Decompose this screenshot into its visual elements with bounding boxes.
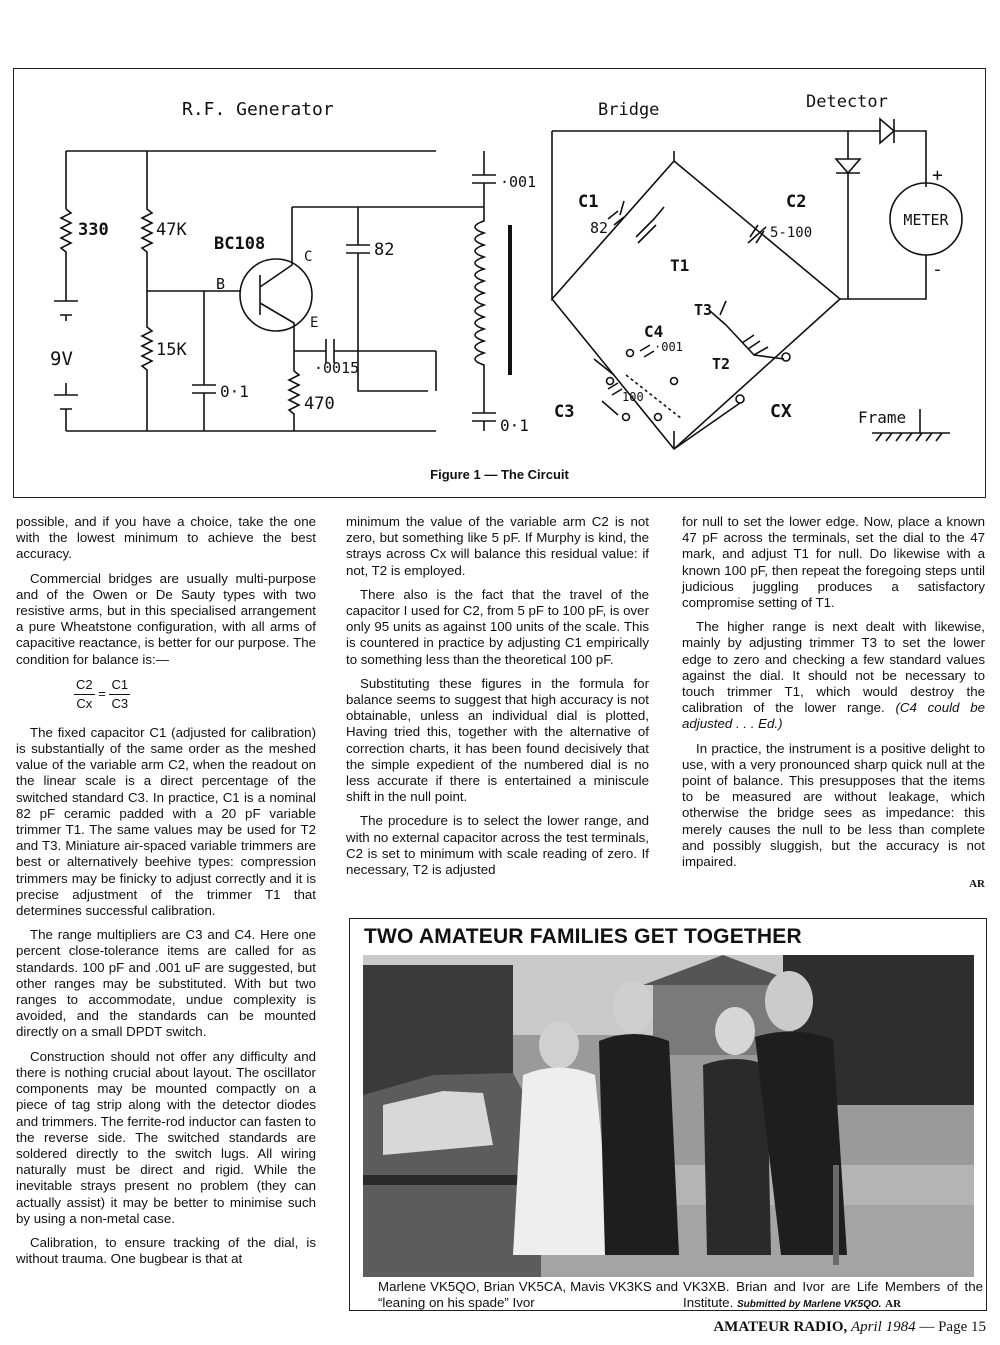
paragraph-text: The higher range is next dealt with likewise, mainly by adjusting trimmer T3 to set the lower edge to zero and checking a few standard values against the dial. It should not be necessary to touch trimmer T1, which would destroy the calibration of the lower range. xyxy=(682,619,985,716)
label-meter-plus: + xyxy=(932,165,943,186)
label-cap-01-b: 0·1 xyxy=(500,416,529,435)
label-cx: CX xyxy=(770,401,792,422)
paragraph: minimum the value of the variable arm C2 is not zero, but something like 5 pF. If Murphy is kind, the strays across Cx will balance this residual value: if not, T2 is employed. xyxy=(346,514,649,578)
label-cap-82: 82 xyxy=(374,240,395,260)
label-frame: Frame xyxy=(858,408,907,427)
label-rf-generator: R.F. Generator xyxy=(182,99,334,120)
label-330: 330 xyxy=(78,220,109,240)
resistor-330 xyxy=(61,209,71,269)
paragraph: Calibration, to ensure tracking of the dial, is without trauma. One bugbear is that at xyxy=(16,1234,316,1267)
switch-contact-4 xyxy=(623,414,630,421)
balance-formula xyxy=(16,676,316,713)
editor-note: (C4 could be adjusted . . . Ed.) xyxy=(682,700,985,732)
label-cap-0015: ·0015 xyxy=(314,359,360,377)
capacitor-01-a xyxy=(192,291,216,431)
group-photo xyxy=(363,955,974,1277)
capacitor-001 xyxy=(472,151,496,207)
caption-text: VK3XB. Brian and Ivor are Life Members of the Institute. xyxy=(683,1279,983,1311)
label-meter-minus: - xyxy=(932,259,943,280)
footer-issue: April 1984 xyxy=(850,1319,916,1335)
bottom-rail xyxy=(66,151,436,431)
trimmer-t3-t2 xyxy=(710,301,784,359)
label-cap-001: ·001 xyxy=(500,173,537,191)
resistor-470 xyxy=(289,351,299,431)
paragraph xyxy=(682,619,985,732)
label-c1-value: 82 xyxy=(590,219,609,237)
photo-credit: Submitted by Marlene VK5QO. xyxy=(736,1299,882,1311)
label-c2-value: 5-100 xyxy=(770,225,813,241)
news-title: TWO AMATEUR FAMILIES GET TOGETHER xyxy=(364,925,802,948)
photo-illustration xyxy=(363,955,974,1277)
formula-den-2: C3 xyxy=(111,695,129,711)
footer-magazine: AMATEUR RADIO, xyxy=(713,1319,848,1335)
label-pin-e: E xyxy=(310,315,319,331)
cx-wire xyxy=(674,403,740,449)
paragraph: Substituting these figures in the formula for balance seems to suggest that high accuracy is not obtainable, unless an individual dial is plotted, Having tried this, together with the alternative of correction charts, it has been found decisively that the simple expedient of the numbered dial is no less accurate if there is entertained a miniscule shift in the null point. xyxy=(346,675,649,805)
formula-equals: = xyxy=(98,685,106,701)
inductor-coil xyxy=(475,207,484,405)
detector-diode-2 xyxy=(836,131,860,299)
capacitor-01-b xyxy=(436,351,496,431)
label-9v: 9V xyxy=(50,348,73,370)
credit-mark: AR xyxy=(885,1298,902,1311)
paragraph: The fixed capacitor C1 (adjusted for calibration) is substantially of the same order as the meshed value of the variable arm C2, when the readout on the linear scale is a direct percentage of the switched standard C3. In practice, C1 is a nominal 82 pF ceramic padded with a 20 pF variable trimmer T1. The same values may be used for T2 and T3. Miniature air-spaced variable trimmers are best or alternatively beehive types: compression trimmers may be finicky to adjust correctly and it is precise adjustment of the trimmer T1 that determines successful calibration. xyxy=(16,724,316,919)
paragraph: Commercial bridges are usually multi-purpose and of the Owen or De Sauty types with two resistive arms, but in this specialised arrangement a pure Wheatstone configuration, with all arms of capacitive reactance, is better for our purpose. The condition for balance is:— xyxy=(16,570,316,667)
article-column-3 xyxy=(682,514,985,892)
paragraph: The procedure is to select the lower range, and with no external capacitor across the test terminals, C2 is set to minimum with scale reading of zero. If necessary, T2 is adjusted xyxy=(346,813,649,878)
paragraph: The range multipliers are C3 and C4. Here one percent close-tolerance items are called for as standards. 100 pF and .001 uF are suggested, but other ranges may be substituted. With but two ranges to accommodate, undue complexity is avoided, and the standards can be mounted directly on a small DPDT switch. xyxy=(16,927,316,1040)
switch-contact-3 xyxy=(607,378,614,385)
news-box xyxy=(349,918,987,1311)
label-470: 470 xyxy=(304,394,335,414)
bridge-diamond xyxy=(552,131,872,449)
formula-num-1: C2 xyxy=(74,676,95,695)
capacitor-c1 xyxy=(608,211,624,225)
label-bc108: BC108 xyxy=(214,234,266,254)
article-column-2 xyxy=(346,514,649,886)
paragraph: In practice, the instrument is a positive delight to use, with a very pronounced sharp quick null at the point of balance. This presupposes that the items to be measured are without leakage, which otherwise the bridge sees as impedance: this merely causes the null to be less than complete and possibly sluggish, but the accuracy is not impaired. xyxy=(682,740,985,870)
label-c4-value: ·001 xyxy=(654,340,683,354)
label-detector: Detector xyxy=(806,92,888,112)
circuit-figure xyxy=(13,68,986,498)
switch-contact-5 xyxy=(655,414,662,421)
label-c4: C4 xyxy=(644,322,664,341)
formula-den-1: Cx xyxy=(76,695,93,711)
formula-num-2: C1 xyxy=(109,676,130,695)
label-bridge: Bridge xyxy=(598,100,660,120)
terminal-cx-1 xyxy=(782,353,790,361)
paragraph: possible, and if you have a choice, take the one with the lowest minimum to achieve the best accuracy. xyxy=(16,514,316,562)
page-footer xyxy=(713,1319,986,1336)
label-t1: T1 xyxy=(670,256,690,275)
photo-caption-right xyxy=(683,1279,983,1313)
terminal-cx-2 xyxy=(736,395,744,403)
capacitor-c2 xyxy=(748,225,766,243)
label-meter: METER xyxy=(903,211,949,229)
paragraph: for null to set the lower edge. Now, place a known 47 pF across the terminals, set the dial to the 47 mark, and adjust T1 for null. Do likewise with a known 100 pF, then repeat the foregoing steps until judicious juggling produces a satisfactory compromise setting of T1. xyxy=(682,514,985,611)
article-column-1 xyxy=(16,514,316,1275)
label-c3-value: 100 xyxy=(622,390,644,404)
paragraph: Construction should not offer any difficulty and there is nothing crucial about layout. The oscillator components may be mounted compactly on a piece of tag strip along with the detector diodes and trimmers. The ferrite-rod inductor can fasten to the reverse side. The switched standards are soldered directly to the switch lugs. All wiring naturally must be direct and rigid. While the inevitable strays present no problem (they can actually assist) it may be better to minimise such by using a non-metal case. xyxy=(16,1048,316,1226)
label-c2: C2 xyxy=(786,192,807,212)
paragraph: There also is the fact that the travel of the capacitor I used for C2, from 5 pF to 100 pF, is over only 95 units as against 100 units of the scale. This is countered in practice by adjusting C1 empirically to something less than the theoretical 100 pF. xyxy=(346,586,650,667)
detector-diode-1 xyxy=(872,119,926,187)
capacitor-t2 xyxy=(742,335,760,349)
label-pin-c: C xyxy=(304,249,313,265)
label-cap-01-a: 0·1 xyxy=(220,382,249,401)
transistor-bc108 xyxy=(240,259,312,331)
circuit-schematic xyxy=(14,69,987,499)
photo-caption-left: Marlene VK5QO, Brian VK5CA, Mavis VK3KS and “leaning on his spade” Ivor xyxy=(378,1279,678,1311)
capacitor-c4 xyxy=(640,345,654,357)
label-t3: T3 xyxy=(694,301,713,319)
label-15k: 15K xyxy=(156,340,187,360)
footer-page: — Page 15 xyxy=(919,1319,986,1335)
label-47k: 47K xyxy=(156,220,187,240)
switch-contact-2 xyxy=(671,378,678,385)
label-t2: T2 xyxy=(712,355,731,373)
switch-contact-1 xyxy=(627,350,634,357)
label-c3: C3 xyxy=(554,402,575,422)
label-c1: C1 xyxy=(578,192,599,212)
label-pin-b: B xyxy=(216,275,226,293)
figure-caption: Figure 1 — The Circuit xyxy=(430,467,569,482)
end-mark: AR xyxy=(969,878,985,891)
trimmer-t1 xyxy=(620,201,664,243)
meter-return xyxy=(840,255,926,299)
